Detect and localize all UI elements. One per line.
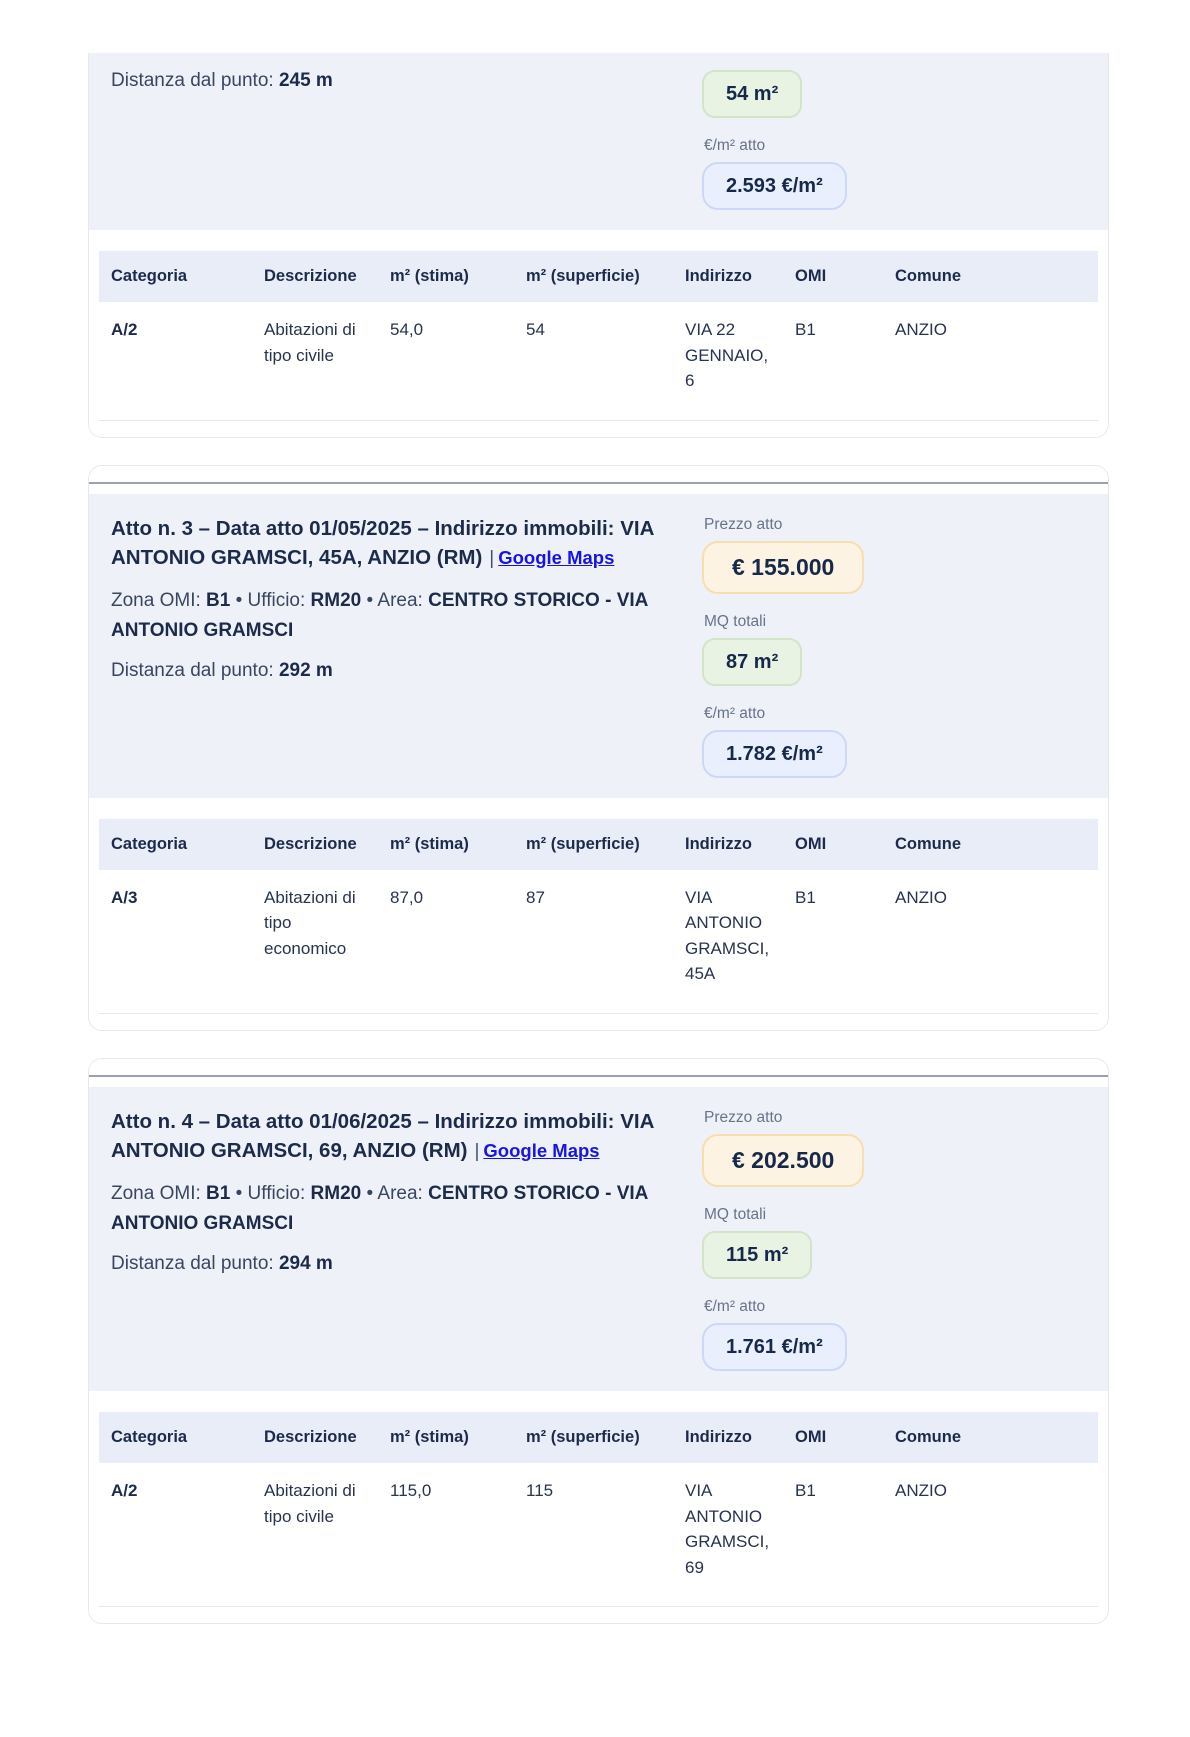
- price-badge: € 155.000: [702, 541, 864, 594]
- deed-card-partial: [88, 53, 1109, 438]
- deed-title: [111, 1107, 681, 1166]
- col-mq-superficie: m² (superficie): [526, 834, 640, 853]
- cell-comune: ANZIO: [895, 320, 947, 339]
- col-omi: OMI: [795, 834, 827, 853]
- cell-categoria: A/3: [111, 887, 138, 907]
- col-mq-stima: m² (stima): [390, 267, 469, 285]
- eurmq-group: [702, 137, 1084, 210]
- cell-descrizione: Abitazioni di tipo economico: [264, 887, 356, 958]
- col-descrizione: Descrizione: [264, 834, 357, 853]
- cell-mq-stima: 87,0: [390, 887, 424, 907]
- zona-omi-value: B1: [206, 589, 231, 611]
- deed-info-section: [89, 494, 1108, 798]
- area-value: CENTRO STORICO - VIA ANTONIO GRAMSCI: [111, 1182, 648, 1234]
- units-table-section: [89, 230, 1108, 437]
- table-header-row: [99, 819, 1098, 870]
- zona-omi-value: B1: [206, 1182, 231, 1204]
- distance-line: [111, 660, 681, 682]
- deed-info-section: [89, 1087, 1108, 1391]
- eurmq-badge: 1.782 €/m²: [702, 730, 847, 778]
- cell-descrizione: Abitazioni di tipo civile: [264, 320, 356, 365]
- eurmq-group: [702, 705, 1084, 778]
- ufficio-value: RM20: [310, 589, 362, 611]
- mq-badge: 115 m²: [702, 1231, 812, 1279]
- cell-categoria: A/2: [111, 320, 138, 339]
- col-mq-stima: m² (stima): [390, 1428, 469, 1447]
- col-mq-stima: m² (stima): [390, 834, 469, 853]
- price-badge: € 202.500: [702, 1134, 864, 1187]
- units-table: [99, 819, 1098, 1014]
- cell-mq-stima: 115,0: [390, 1481, 432, 1501]
- table-row: [99, 870, 1098, 1014]
- units-table: [99, 251, 1098, 421]
- table-row: [99, 302, 1098, 420]
- deed-info-section: [89, 53, 1108, 230]
- cell-descrizione: Abitazioni di tipo civile: [264, 1481, 356, 1526]
- zona-line: [111, 1179, 681, 1239]
- deed-info-badges: [702, 514, 1084, 778]
- col-comune: Comune: [895, 1428, 961, 1447]
- eurmq-badge: 2.593 €/m²: [702, 162, 847, 210]
- eurmq-group: [702, 1298, 1084, 1371]
- cell-mq-superficie: 54: [526, 320, 545, 339]
- cell-mq-superficie: 115: [526, 1481, 554, 1501]
- cell-omi: B1: [795, 887, 816, 907]
- mq-label: MQ totali: [704, 612, 767, 630]
- col-descrizione: Descrizione: [264, 267, 357, 285]
- eurmq-label: €/m² atto: [704, 137, 766, 154]
- zona-label: Zona OMI:: [111, 1182, 207, 1204]
- col-indirizzo: Indirizzo: [685, 834, 752, 853]
- zona-label: Zona OMI:: [111, 589, 207, 611]
- card-top-divider: [89, 1059, 1108, 1077]
- google-maps-link[interactable]: Google Maps: [498, 546, 615, 568]
- col-indirizzo: Indirizzo: [685, 1428, 752, 1447]
- mq-group: [702, 613, 1084, 686]
- area-label: • Area:: [361, 1182, 429, 1204]
- mq-badge: 54 m²: [702, 70, 802, 118]
- col-mq-superficie: m² (superficie): [526, 267, 640, 285]
- cell-indirizzo: VIA ANTONIO GRAMSCI, 69: [685, 1481, 770, 1577]
- ufficio-label: • Ufficio:: [230, 589, 311, 611]
- deed-card-atto-3: [88, 465, 1109, 1031]
- distance-value: 245 m: [278, 70, 333, 91]
- distance-label: Distanza dal punto:: [111, 1252, 279, 1274]
- col-descrizione: Descrizione: [264, 1428, 357, 1447]
- title-separator: |: [489, 547, 495, 569]
- deed-info-left: [111, 1107, 681, 1371]
- col-categoria: Categoria: [111, 267, 188, 285]
- units-table-section: [89, 1391, 1108, 1623]
- distance-line: [111, 70, 681, 92]
- deed-card-atto-4: [88, 1058, 1109, 1624]
- deed-info-left: [111, 68, 681, 210]
- cell-mq-superficie: 87: [526, 887, 545, 907]
- price-group: [702, 1109, 1084, 1187]
- area-value: CENTRO STORICO - VIA ANTONIO GRAMSCI: [111, 589, 648, 641]
- units-table-section: [89, 798, 1108, 1030]
- table-row: [99, 1463, 1098, 1607]
- cell-omi: B1: [795, 1481, 816, 1501]
- table-header-row: [99, 1412, 1098, 1463]
- cell-indirizzo: VIA 22 GENNAIO, 6: [685, 320, 769, 390]
- deed-info-badges: [702, 68, 1084, 210]
- deed-title: [111, 514, 681, 573]
- col-indirizzo: Indirizzo: [685, 267, 752, 285]
- zona-line: [111, 586, 681, 646]
- deed-title-text: Atto n. 3 – Data atto 01/05/2025 – Indirizzo immobili: VIA ANTONIO GRAMSCI, 45A, ANZIO (RM): [111, 516, 654, 569]
- area-label: • Area:: [361, 589, 429, 611]
- card-top-divider: [89, 466, 1108, 484]
- price-label: Prezzo atto: [704, 515, 783, 533]
- distance-value: 292 m: [278, 659, 333, 681]
- eurmq-label: €/m² atto: [704, 704, 766, 722]
- deed-title-text: Atto n. 4 – Data atto 01/06/2025 – Indirizzo immobili: VIA ANTONIO GRAMSCI, 69, ANZIO (RM): [111, 1109, 654, 1162]
- units-table: [99, 1412, 1098, 1607]
- deed-info-badges: [702, 1107, 1084, 1371]
- col-omi: OMI: [795, 1428, 827, 1447]
- deed-info-left: [111, 514, 681, 778]
- google-maps-link[interactable]: Google Maps: [483, 1139, 600, 1161]
- ufficio-label: • Ufficio:: [230, 1182, 311, 1204]
- mq-group: [702, 70, 1084, 118]
- eurmq-badge: 1.761 €/m²: [702, 1323, 847, 1371]
- col-comune: Comune: [895, 834, 961, 853]
- cell-categoria: A/2: [111, 1481, 138, 1501]
- cell-indirizzo: VIA ANTONIO GRAMSCI, 45A: [685, 887, 770, 984]
- distance-line: [111, 1253, 681, 1275]
- col-categoria: Categoria: [111, 1428, 188, 1447]
- col-comune: Comune: [895, 267, 961, 285]
- col-omi: OMI: [795, 267, 827, 285]
- cell-comune: ANZIO: [895, 1481, 947, 1501]
- mq-badge: 87 m²: [702, 638, 802, 686]
- distance-label: Distanza dal punto:: [111, 659, 279, 681]
- table-header-row: [99, 251, 1098, 302]
- mq-label: MQ totali: [704, 1206, 767, 1224]
- ufficio-value: RM20: [310, 1182, 362, 1204]
- cell-omi: B1: [795, 320, 816, 339]
- distance-value: 294 m: [278, 1252, 333, 1274]
- cell-comune: ANZIO: [895, 887, 947, 907]
- price-label: Prezzo atto: [704, 1108, 783, 1126]
- col-mq-superficie: m² (superficie): [526, 1428, 640, 1447]
- cell-mq-stima: 54,0: [390, 320, 424, 339]
- mq-group: [702, 1206, 1084, 1279]
- title-separator: |: [474, 1140, 480, 1162]
- deed-list-page: [0, 53, 1190, 1624]
- price-group: [702, 516, 1084, 594]
- eurmq-label: €/m² atto: [704, 1298, 766, 1316]
- col-categoria: Categoria: [111, 834, 188, 853]
- distance-label: Distanza dal punto:: [111, 70, 279, 91]
